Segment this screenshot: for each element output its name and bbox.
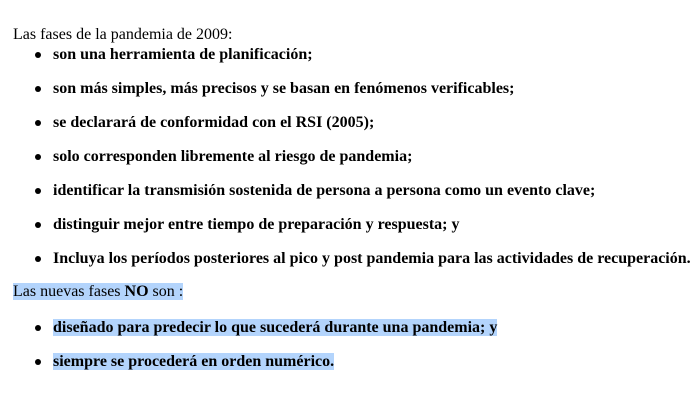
list-item: identificar la transmisión sostenida de persona a persona como un evento clave; [13, 181, 695, 201]
selected-text: diseñado para predecir lo que sucederá durante una pandemia; y [53, 319, 498, 336]
new-phases-prefix: Las nuevas fases [13, 283, 125, 300]
list-item [13, 318, 695, 338]
new-phases-paragraph [13, 282, 695, 302]
list-item: son más simples, más precisos y se basan en fenómenos verificables; [13, 79, 695, 99]
list-item: Incluya los períodos posteriores al pico y post pandemia para las actividades de recuperación. [13, 249, 695, 269]
list-item: se declarará de conformidad con el RSI (2005); [13, 113, 695, 133]
list-item: son una herramienta de planificación; [13, 45, 695, 65]
selected-text [13, 283, 183, 300]
selected-text: siempre se procederá en orden numérico. [53, 353, 335, 370]
list-item [13, 352, 695, 372]
new-phases-emphasis: NO [124, 283, 149, 300]
new-phases-suffix: son : [148, 283, 184, 300]
list-item: distinguir mejor entre tiempo de preparación y respuesta; y [13, 215, 695, 235]
intro-paragraph: Las fases de la pandemia de 2009: [13, 26, 233, 43]
phases-are-not-list [13, 318, 695, 372]
phases-are-list [13, 45, 695, 269]
list-item: solo corresponden libremente al riesgo de pandemia; [13, 147, 695, 167]
